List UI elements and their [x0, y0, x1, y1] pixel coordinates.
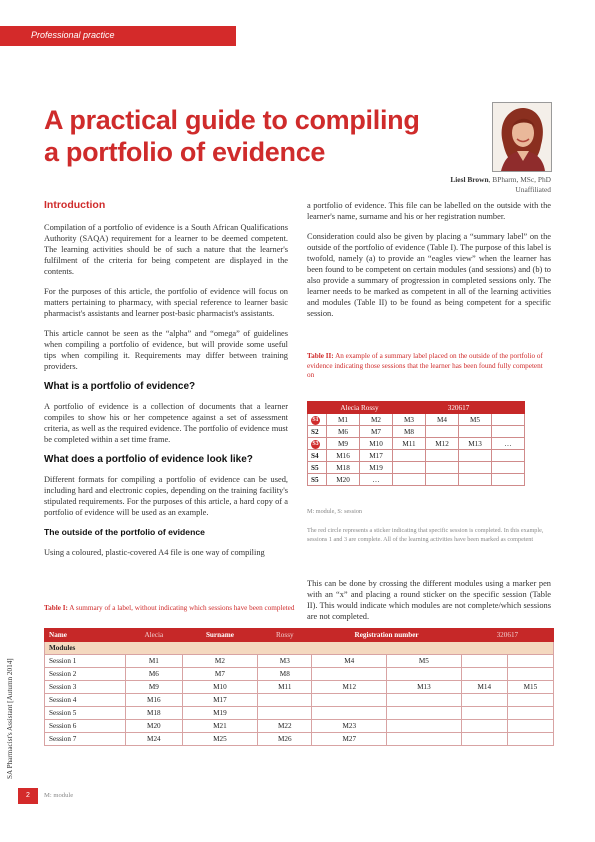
surname-value: Rossy: [258, 629, 312, 642]
author-photo: [492, 102, 552, 172]
left-column: [44, 200, 288, 567]
paragraph: For the purposes of this article, the portfolio of evidence will focus on matters pertaining to pharmacy, with special reference to learner basic pharmacist's assistants and learner post-basic pharmacist's assistants.: [44, 287, 288, 318]
section-heading: What is a portfolio of evidence?: [44, 381, 196, 392]
session-label: Session 3: [45, 681, 126, 694]
summary-label-table: [307, 401, 525, 486]
paragraph: Different formats for compiling a portfolio of evidence can be used, including hard and electronic copies, depending on the training facility's stipulated requirements. For the purposes of this article, a hard copy of a portfolio of evidence will be used as an example.: [44, 475, 288, 517]
surname-header: Surname: [182, 629, 257, 642]
session-label: Session 1: [45, 655, 126, 668]
module-cell: M10: [182, 681, 257, 694]
portfolio-label-table: [44, 628, 554, 746]
subsection-heading: The outside of the portfolio of evidence: [44, 527, 205, 537]
module-cell: [492, 414, 525, 426]
module-cell: M19: [360, 462, 393, 474]
article-title: [44, 104, 464, 168]
module-cell: [461, 694, 507, 707]
module-cell: [461, 655, 507, 668]
module-cell: M24: [126, 733, 183, 746]
module-cell: M20: [126, 720, 183, 733]
module-cell: M12: [312, 681, 387, 694]
module-cell: [459, 462, 492, 474]
table2-registration: 320617: [393, 402, 525, 414]
journal-footer: SA Pharmacist's Assistant [Autumn 2014]: [6, 658, 14, 779]
table-row: [45, 681, 554, 694]
module-cell: M26: [258, 733, 312, 746]
module-cell: [461, 733, 507, 746]
table1-caption-text: A summary of a label, without indicating which sessions have been completed: [67, 604, 295, 612]
module-cell: M17: [360, 450, 393, 462]
module-cell: M18: [327, 462, 360, 474]
module-cell: M4: [312, 655, 387, 668]
module-cell: M21: [182, 720, 257, 733]
module-cell: M4: [426, 414, 459, 426]
module-cell: [258, 694, 312, 707]
title-line-1: A practical guide to compiling: [44, 105, 420, 135]
registration-value: 320617: [461, 629, 553, 642]
module-cell: [459, 426, 492, 438]
modules-header: Modules: [45, 642, 554, 655]
module-cell: M14: [461, 681, 507, 694]
module-cell: [393, 474, 426, 486]
module-cell: [426, 474, 459, 486]
section-label: Professional practice: [31, 30, 115, 40]
table-row: [308, 414, 525, 426]
module-cell: [507, 655, 553, 668]
module-cell: M10: [360, 438, 393, 450]
module-cell: [492, 462, 525, 474]
module-cell: M2: [182, 655, 257, 668]
table2-caption: [307, 352, 551, 381]
module-cell: M19: [182, 707, 257, 720]
module-cell: M1: [327, 414, 360, 426]
module-cell: [461, 668, 507, 681]
module-cell: M13: [387, 681, 462, 694]
module-cell: [492, 474, 525, 486]
module-cell: M5: [387, 655, 462, 668]
table-row: [45, 720, 554, 733]
module-cell: [393, 450, 426, 462]
module-cell: M18: [126, 707, 183, 720]
table-row: [45, 694, 554, 707]
module-cell: M5: [459, 414, 492, 426]
session-label: Session 5: [45, 707, 126, 720]
table2-legend: M: module, S: session: [307, 508, 363, 515]
author-block: [450, 175, 551, 195]
paragraph: This can be done by crossing the different modules using a marker pen with an “x” and placing a round sticker on the specific session (Table II). This would indicate which modules are not complete/which sessions are not completed.: [307, 579, 551, 621]
author-name: Liesl Brown: [450, 175, 489, 184]
table-row: [308, 462, 525, 474]
module-cell: …: [360, 474, 393, 486]
table2-caption-label: Table II:: [307, 352, 334, 360]
module-cell: [393, 462, 426, 474]
table-row: [308, 474, 525, 486]
table2-note: The red circle represents a sticker indicating that specific session is completed. In this example, sessions 1 and 3 are complete. All of the learning activities have been marked as competent: [307, 527, 544, 543]
table-row: [45, 655, 554, 668]
module-cell: [507, 733, 553, 746]
module-cell: M3: [393, 414, 426, 426]
module-cell: M12: [426, 438, 459, 450]
module-cell: [426, 462, 459, 474]
module-cell: M9: [327, 438, 360, 450]
module-cell: [312, 707, 387, 720]
author-credentials: , BPharm, MSc, PhD: [488, 175, 551, 184]
completed-sticker-icon: S1: [312, 416, 319, 423]
module-cell: [312, 668, 387, 681]
module-cell: [312, 694, 387, 707]
module-cell: [426, 450, 459, 462]
session-label: [308, 414, 327, 426]
module-cell: M8: [393, 426, 426, 438]
table-row: [45, 733, 554, 746]
paragraph: This article cannot be seen as the “alpha” and “omega” of guidelines when compiling a portfolio of evidence, but will provide some useful tips when compiling it. Requirements may differ between training providers.: [44, 329, 288, 371]
module-cell: [492, 426, 525, 438]
module-cell: M20: [327, 474, 360, 486]
module-cell: M15: [507, 681, 553, 694]
table-row: [45, 668, 554, 681]
module-cell: M13: [459, 438, 492, 450]
module-cell: [387, 720, 462, 733]
module-cell: [507, 694, 553, 707]
paragraph: A portfolio of evidence is a collection of documents that a learner compiles to show his or her competence against a set of assessment criteria, as well as the required evidence. The portfolio of evidence must be completed within a set time frame.: [44, 402, 288, 444]
module-cell: [507, 668, 553, 681]
table1-legend: M: module: [44, 792, 74, 799]
name-header: Name: [45, 629, 126, 642]
module-cell: [387, 668, 462, 681]
module-cell: M2: [360, 414, 393, 426]
session-label: Session 4: [45, 694, 126, 707]
module-cell: M6: [126, 668, 183, 681]
module-cell: M8: [258, 668, 312, 681]
paragraph: Consideration could also be given by placing a “summary label” on the outside of the portfolio of evidence (Table I). The purpose of this label is twofold, namely (a) to provide an “eagles view” when the learner has been found to be competent on certain modules (and sessions) and (b) to also provide a summary of progression in completed sessions only. The learner needs to be marked as competent in all of the learning activities and modules (Table II) to be found as being competent for a specific session.: [307, 232, 551, 318]
module-cell: M11: [393, 438, 426, 450]
table-row: [308, 426, 525, 438]
module-cell: [507, 707, 553, 720]
paragraph: Compilation of a portfolio of evidence is a South African Qualifications Authority (SAQA) requirement for a learner to be deemed competent. The learning activities should be of such a nature that the learner's fulfilment of the criteria for being competent are displayed in the contents.: [44, 223, 288, 276]
registration-header: Registration number: [312, 629, 461, 642]
module-cell: …: [492, 438, 525, 450]
session-label: S5: [308, 474, 327, 486]
table1: [44, 628, 554, 746]
session-label: Session 7: [45, 733, 126, 746]
module-cell: M25: [182, 733, 257, 746]
session-label: S2: [308, 426, 327, 438]
author-affiliation: Unaffiliated: [515, 185, 551, 194]
table2-name: Alecia Rossy: [327, 402, 393, 414]
paragraph: Using a coloured, plastic-covered A4 file is one way of compiling: [44, 548, 265, 557]
intro-heading: Introduction: [44, 199, 106, 211]
module-cell: M16: [327, 450, 360, 462]
module-cell: M27: [312, 733, 387, 746]
module-cell: [459, 450, 492, 462]
module-cell: M23: [312, 720, 387, 733]
name-value: Alecia: [126, 629, 183, 642]
module-cell: M7: [360, 426, 393, 438]
session-label: Session 2: [45, 668, 126, 681]
title-line-2: a portfolio of evidence: [44, 137, 326, 167]
table2: [307, 401, 525, 486]
module-cell: M6: [327, 426, 360, 438]
table1-caption: [44, 604, 564, 614]
completed-sticker-icon: S3: [312, 440, 319, 447]
right-column: [307, 200, 551, 328]
session-label: [308, 438, 327, 450]
paragraph: a portfolio of evidence. This file can be labelled on the outside with the learner's name, surname and his or her registration number.: [307, 201, 551, 221]
module-cell: [387, 707, 462, 720]
table-row: [308, 438, 525, 450]
table-row: [45, 707, 554, 720]
module-cell: M9: [126, 681, 183, 694]
section-heading: What does a portfolio of evidence look like?: [44, 454, 253, 465]
session-label: Session 6: [45, 720, 126, 733]
module-cell: M22: [258, 720, 312, 733]
module-cell: [387, 733, 462, 746]
module-cell: M11: [258, 681, 312, 694]
module-cell: M1: [126, 655, 183, 668]
module-cell: M3: [258, 655, 312, 668]
module-cell: [426, 426, 459, 438]
session-label: S5: [308, 462, 327, 474]
table1-caption-label: Table I:: [44, 604, 68, 612]
module-cell: [387, 694, 462, 707]
module-cell: [461, 707, 507, 720]
module-cell: [507, 720, 553, 733]
module-cell: [459, 474, 492, 486]
table-row: [308, 450, 525, 462]
page-number: 2: [18, 788, 38, 804]
module-cell: M17: [182, 694, 257, 707]
module-cell: [461, 720, 507, 733]
module-cell: M16: [126, 694, 183, 707]
session-label: S4: [308, 450, 327, 462]
table2-caption-text: An example of a summary label placed on the outside of the portfolio of evidence indicating those sessions that the learner has been found fully competent on: [307, 352, 543, 379]
module-cell: [492, 450, 525, 462]
module-cell: M7: [182, 668, 257, 681]
module-cell: [258, 707, 312, 720]
